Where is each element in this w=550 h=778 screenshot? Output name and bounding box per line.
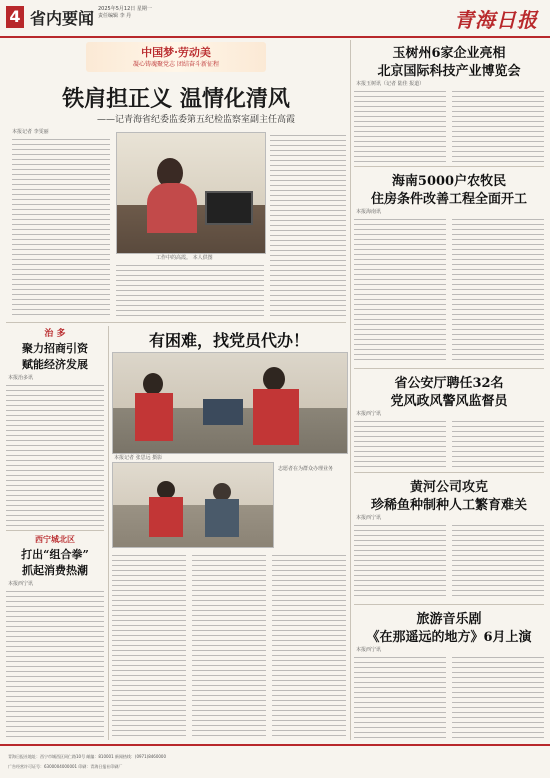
volunteer-body-col2 xyxy=(192,552,266,738)
fish-title-2: 珍稀鱼种制种人工繁育难关 xyxy=(370,498,527,513)
volunteer-photo-caption: 本报记者 张思远 摄影 xyxy=(114,455,163,461)
section-title: 省内要闻 xyxy=(30,9,95,28)
police-body-col2 xyxy=(452,418,544,468)
masthead-logo: 青海日报 xyxy=(454,8,538,32)
feature-title: 铁肩担正义 温情化清风 xyxy=(62,86,290,112)
hainan-body-col1 xyxy=(354,216,446,364)
fish-byline: 本报西宁讯 xyxy=(356,515,382,521)
xining-kicker: 西宁城北区 xyxy=(35,534,75,544)
divider xyxy=(354,368,544,369)
volunteer-title: 有困难，找党员代办！ xyxy=(148,331,309,350)
feature-article xyxy=(6,40,346,320)
feature-body-col2 xyxy=(116,262,264,316)
banner-subtitle: 凝心铸魂聚党志 团结奋斗新征程 xyxy=(133,61,219,68)
xining-title-2: 抓起消费热潮 xyxy=(22,564,88,577)
musical-title-2: 《在那遥远的地方》6月上演 xyxy=(366,630,532,645)
musical-byline: 本报西宁讯 xyxy=(356,647,382,653)
volunteer-body-col3 xyxy=(272,552,346,738)
date-info xyxy=(98,6,152,20)
column-divider xyxy=(350,40,351,740)
volunteer-photo-top xyxy=(112,352,348,454)
yushu-body-col1 xyxy=(354,88,446,162)
column-divider xyxy=(108,326,109,740)
hainan-title-1: 海南5000户农牧民 xyxy=(391,174,507,189)
footer-line-2: 广告经营许可证号：6300004000001 印刷：青海日报社印刷厂 xyxy=(8,764,123,769)
police-title-1: 省公安厅聘任32名 xyxy=(394,376,504,391)
divider xyxy=(354,472,544,473)
xining-title-1: 打出“组合拳” xyxy=(21,548,89,561)
musical-title-1: 旅游音乐剧 xyxy=(416,612,482,627)
zhiduo-article xyxy=(6,326,104,526)
feature-body-col3 xyxy=(270,132,346,316)
divider xyxy=(354,604,544,605)
fish-body-col1 xyxy=(354,522,446,600)
issue-date: 2025年5月12日 星期一 xyxy=(98,6,152,12)
xining-article xyxy=(6,534,104,740)
fish-body-col2 xyxy=(452,522,544,600)
xining-body xyxy=(6,588,104,738)
feature-photo xyxy=(116,132,266,254)
volunteer-photo-bottom xyxy=(112,462,274,548)
page-number: 4 xyxy=(6,6,24,28)
footer-line-1: 青海日报社地址：西宁市城西区同仁路10号 邮编：810001 新闻热线：(0971)8460000 xyxy=(8,754,167,759)
feature-banner xyxy=(86,42,266,72)
volunteer-body-col1 xyxy=(112,552,186,738)
editor-line: 责任编辑 李 丹 xyxy=(98,13,132,19)
feature-subtitle: ——记青海省纪委监委第五纪检监察室副主任高霞 xyxy=(96,115,295,125)
yushu-title-1: 玉树州6家企业亮相 xyxy=(392,46,506,61)
volunteer-photo-caption-right: 志愿者在为群众办理业务 xyxy=(278,466,334,472)
volunteer-article xyxy=(112,326,346,740)
right-column xyxy=(354,40,544,740)
zhiduo-body xyxy=(6,382,104,526)
zhiduo-title-2: 赋能经济发展 xyxy=(22,358,88,371)
xining-byline: 本报西宁讯 xyxy=(8,581,34,587)
police-body-col1 xyxy=(354,418,446,468)
zhiduo-title-1: 聚力招商引资 xyxy=(22,342,88,355)
page-footer xyxy=(0,744,550,778)
police-byline: 本报西宁讯 xyxy=(356,411,382,417)
yushu-body-col2 xyxy=(452,88,544,162)
feature-photo-caption: 工作中的高霞。 本人供图 xyxy=(156,255,213,261)
yushu-byline: 本报玉树讯（记者 陆佳 报道） xyxy=(356,81,425,87)
divider xyxy=(354,166,544,167)
zhiduo-byline: 本报治多讯 xyxy=(8,375,34,381)
musical-body-col1 xyxy=(354,654,446,738)
divider xyxy=(6,322,346,323)
feature-body-col1 xyxy=(12,136,110,316)
hainan-byline: 本报海南讯 xyxy=(356,209,382,215)
musical-body-col2 xyxy=(452,654,544,738)
fish-title-1: 黄河公司攻克 xyxy=(409,480,488,495)
yushu-title-2: 北京国际科技产业博览会 xyxy=(377,64,521,79)
page-header xyxy=(0,0,550,38)
zhiduo-kicker: 治 多 xyxy=(44,329,66,339)
hainan-title-2: 住房条件改善工程全面开工 xyxy=(370,192,527,207)
hainan-body-col2 xyxy=(452,216,544,364)
feature-byline: 本报记者 李雯丽 xyxy=(12,129,49,135)
police-title-2: 党风政风警风监督员 xyxy=(390,394,508,409)
divider xyxy=(6,530,104,531)
banner-title: 中国梦·劳动美 xyxy=(141,46,211,59)
